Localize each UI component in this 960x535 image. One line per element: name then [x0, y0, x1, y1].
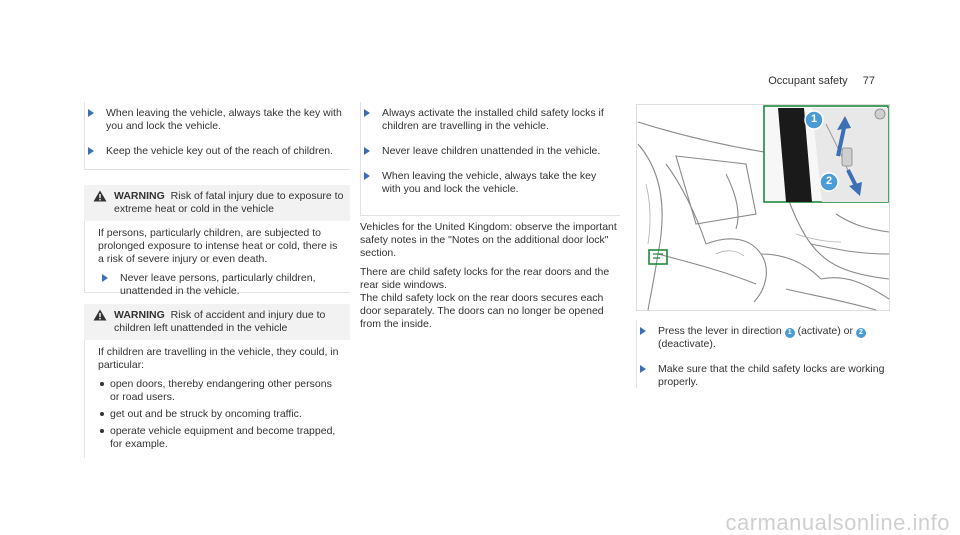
watermark: carmanualsonline.info — [725, 510, 950, 535]
warning-triangle-icon — [93, 309, 107, 321]
instruction-step: Press the lever in direction 1 (activate) or 2 (deactivate). — [636, 325, 886, 351]
instruction-step: When leaving the vehicle, always take the key with you and lock the vehicle. — [84, 107, 344, 133]
arrow-icon — [364, 172, 370, 180]
arrow-icon — [640, 365, 646, 373]
arrow-icon — [88, 147, 94, 155]
paragraph: There are child safety locks for the rear doors and the rear side windows. — [360, 266, 610, 291]
page-number: 77 — [862, 75, 875, 87]
arrow-icon — [88, 109, 94, 117]
callout-1-label: 1 — [810, 113, 818, 125]
warning-label: WARNING — [114, 309, 165, 321]
warning-text: If children are travelling in the vehicle, they could, in particular: — [98, 346, 339, 371]
paragraph: The child safety lock on the rear doors secures each door separately. The doors can no longer be opened from the inside. — [360, 292, 604, 330]
callout-number-2: 2 — [856, 328, 866, 338]
instruction-step: When leaving the vehicle, always take the key with you and lock the vehicle. — [360, 170, 614, 196]
arrow-icon — [364, 109, 370, 117]
instruction-step: Never leave persons, particularly children, unattended in the vehicle. — [98, 272, 344, 298]
paragraph: Vehicles for the United Kingdom: observe the important safety notes in the "Notes on the additional door lock" section. — [360, 221, 617, 259]
instruction-step: Make sure that the child safety locks are working properly. — [636, 363, 886, 389]
callout-2-label: 2 — [825, 175, 833, 187]
instruction-step: Never leave children unattended in the vehicle. — [360, 145, 614, 158]
instruction-step: Keep the vehicle key out of the reach of children. — [84, 145, 344, 158]
steps-box-2 — [360, 102, 620, 216]
arrow-icon — [640, 327, 646, 335]
warning-box-1 — [84, 185, 350, 297]
list-item: get out and be struck by oncoming traffic. — [98, 408, 344, 421]
warning-heading: Risk of fatal injury due to exposure to extreme heat or cold in the vehicle — [114, 190, 344, 215]
arrow-icon — [364, 147, 370, 155]
list-item: open doors, thereby endangering other persons or road users. — [98, 378, 344, 404]
steps-box-3 — [636, 320, 892, 388]
warning-heading: Risk of accident and injury due to children left unattended in the vehicle — [114, 309, 326, 334]
door-child-lock-illustration — [636, 104, 890, 311]
steps-box-1 — [84, 102, 350, 170]
page-header — [768, 75, 875, 88]
warning-triangle-icon — [93, 190, 107, 202]
warning-label: WARNING — [114, 190, 165, 202]
warning-text: If persons, particularly children, are subjected to prolonged exposure to intense heat or cold, there is a risk of severe injury or even death. — [98, 227, 338, 265]
section-title: Occupant safety — [768, 75, 848, 87]
warning-header — [84, 304, 350, 340]
instruction-step: Always activate the installed child safety locks if children are travelling in the vehicle. — [360, 107, 614, 133]
callout-number-1: 1 — [785, 328, 795, 338]
body-text-block — [360, 221, 622, 337]
list-item: operate vehicle equipment and become trapped, for example. — [98, 425, 344, 451]
warning-box-2 — [84, 304, 350, 458]
warning-header — [84, 185, 350, 221]
arrow-icon — [102, 274, 108, 282]
